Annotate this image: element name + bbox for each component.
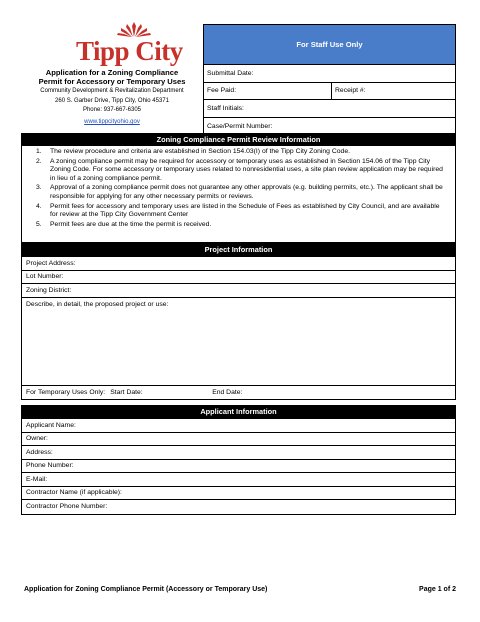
owner-field[interactable]: Owner: xyxy=(22,433,455,447)
review-item: 5. Permit fees are due at the time the permit is received. xyxy=(36,220,212,228)
applicant-info-heading: Applicant Information xyxy=(21,405,456,418)
zoning-district-field[interactable]: Zoning District: xyxy=(22,284,455,298)
tipp-city-logo xyxy=(76,28,206,68)
contractor-name-field[interactable]: Contractor Name (if applicable): xyxy=(22,487,455,501)
fee-paid-field[interactable]: Fee Paid: xyxy=(204,83,332,100)
applicant-info-box xyxy=(21,418,456,515)
project-address-field[interactable]: Project Address: xyxy=(22,257,455,271)
footer-title: Application for Zoning Compliance Permit (Accessory or Temporary Use) xyxy=(24,586,268,593)
project-info-box xyxy=(21,256,456,400)
staff-use-heading: For Staff Use Only xyxy=(204,25,455,65)
staff-use-box xyxy=(203,24,456,136)
website-link[interactable]: www.tippcityohio.gov xyxy=(84,119,140,125)
address-field[interactable]: Address: xyxy=(22,446,455,460)
department-address: 260 S. Garber Drive, Tipp City, Ohio 45371 xyxy=(55,98,169,104)
review-info-heading: Zoning Compliance Permit Review Information xyxy=(21,133,456,146)
project-info-heading: Project Information xyxy=(21,243,456,256)
department-name: Community Development & Revitalization Department xyxy=(40,88,184,94)
email-field[interactable]: E-Mail: xyxy=(22,473,455,487)
receipt-number-field[interactable]: Receipt #: xyxy=(335,87,366,95)
applicant-name-field[interactable]: Applicant Name: xyxy=(22,419,455,433)
contractor-phone-field[interactable]: Contractor Phone Number: xyxy=(26,503,108,511)
logo-wordmark: Tipp City xyxy=(76,36,183,66)
form-title-line1: Application for a Zoning Compliance xyxy=(45,68,179,77)
review-item: 3. Approval of a zoning compliance permit does not guarantee any other approvals (e.g. building permits, etc.). The applicant shall be responsible for applying for any other necessary permits or reviews. xyxy=(36,184,443,200)
submittal-date-field[interactable]: Submittal Date: xyxy=(204,65,455,83)
form-title-line2: Permit for Accessory or Temporary Uses xyxy=(38,77,186,86)
end-date-field[interactable]: End Date: xyxy=(212,388,243,396)
review-item: 2. A zoning compliance permit may be required for accessory or temporary uses as established in Section 154.06 of the Tipp City Zoning Code. For some accessory or temporary uses related to nonresidential uses, a site plan review application may be required in lieu of a zoning compliance permit. xyxy=(36,157,443,182)
temporary-use-label: For Temporary Uses Only: xyxy=(26,388,106,396)
review-item: 1. The review procedure and criteria are established in Section 154.03(I) of the Tipp City Zoning Code. xyxy=(36,148,350,155)
lot-number-field[interactable]: Lot Number: xyxy=(22,271,455,285)
staff-initials-field[interactable]: Staff Initials: xyxy=(204,100,455,118)
case-number-field[interactable]: Case/Permit Number: xyxy=(207,122,273,130)
temporary-use-row xyxy=(22,386,455,400)
project-description-field[interactable]: Describe, in detail, the proposed project or use: xyxy=(22,298,455,386)
start-date-field[interactable]: Start Date: xyxy=(110,388,143,396)
department-phone: Phone: 937-667-6305 xyxy=(82,107,142,113)
phone-number-field[interactable]: Phone Number: xyxy=(22,460,455,474)
review-info-list xyxy=(21,146,456,243)
review-item: 4. Permit fees for accessory and temporary uses are listed in the Schedule of Fees as established by City Council, and are available for review at the Tipp City Government Center xyxy=(36,202,440,219)
page-number: Page 1 of 2 xyxy=(419,586,456,593)
